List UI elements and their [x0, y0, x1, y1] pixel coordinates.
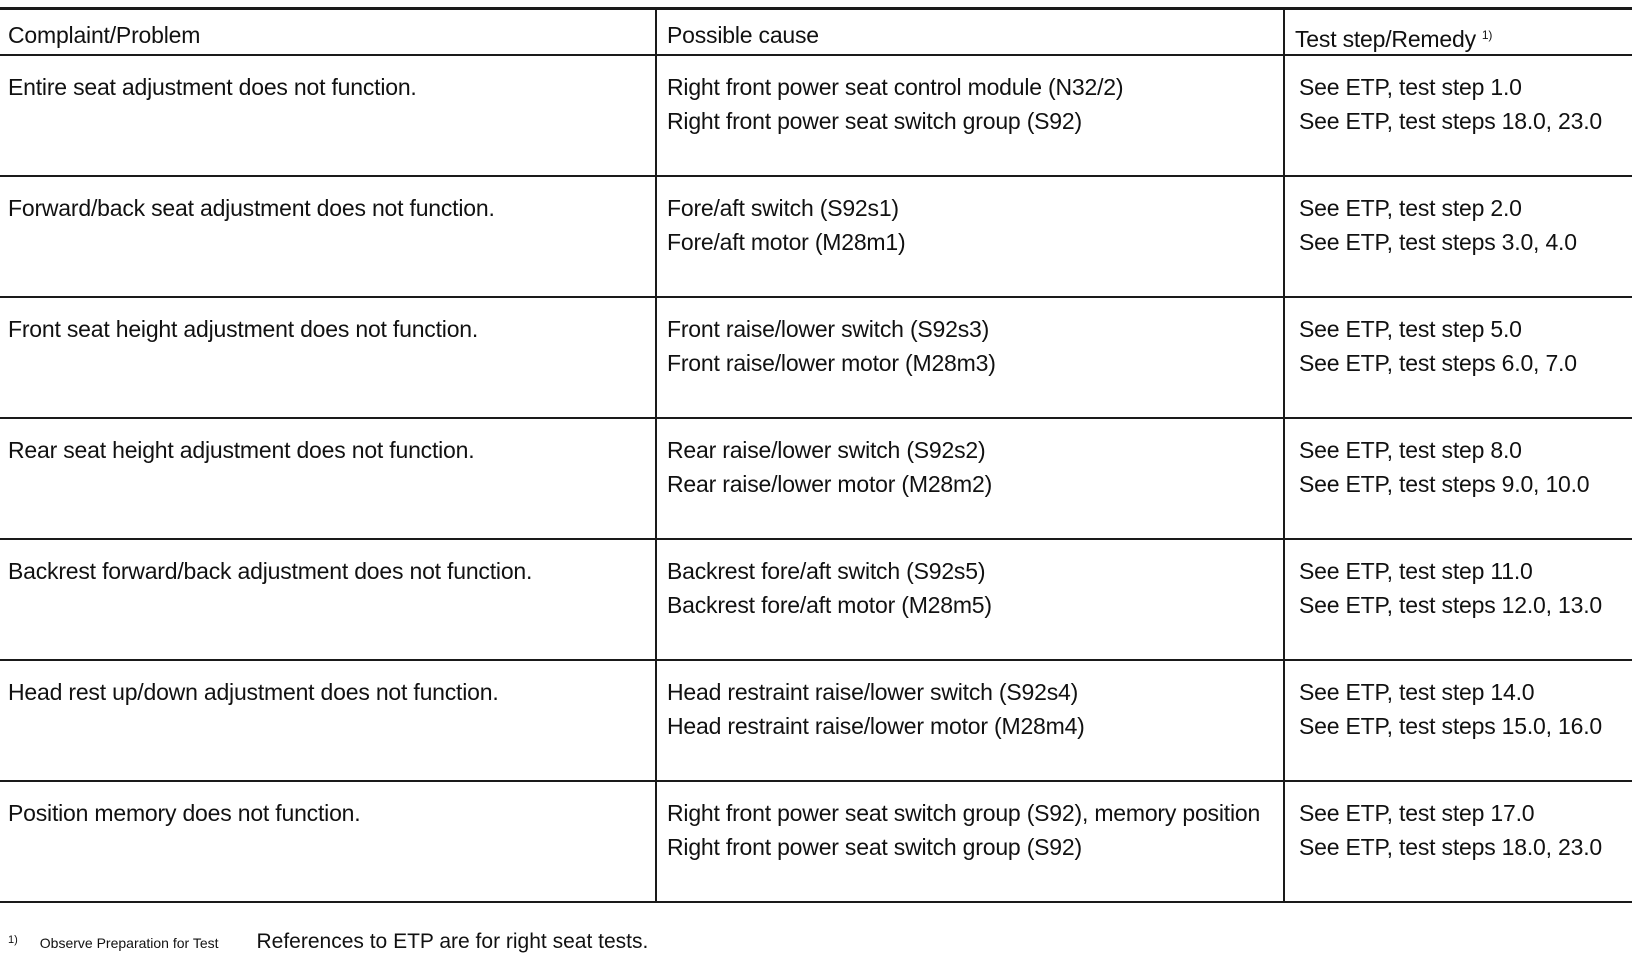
complaint-text: Backrest forward/back adjustment does not function.: [8, 558, 533, 584]
cause-cell: [656, 176, 1284, 297]
complaint-cell: [0, 418, 656, 539]
remedy-text: See ETP, test steps 12.0, 13.0: [1299, 592, 1602, 618]
diagnosis-table: [0, 7, 1632, 903]
cause-text: Fore/aft motor (M28m1): [667, 229, 906, 255]
remedy-text: See ETP, test step 1.0: [1299, 74, 1522, 100]
remedy-cell: [1284, 418, 1632, 539]
table-row: [0, 297, 1632, 418]
remedy-cell: [1284, 176, 1632, 297]
remedy-cell: [1284, 55, 1632, 176]
remedy-text: See ETP, test steps 6.0, 7.0: [1299, 350, 1577, 376]
remedy-cell: [1284, 297, 1632, 418]
table-row: [0, 781, 1632, 902]
footnote-mark: 1): [8, 934, 18, 946]
cause-cell: [656, 660, 1284, 781]
remedy-text: See ETP, test steps 18.0, 23.0: [1299, 834, 1602, 860]
cause-text: Backrest fore/aft motor (M28m5): [667, 592, 992, 618]
footnote-references: References to ETP are for right seat tests.: [256, 930, 649, 953]
cause-cell: [656, 297, 1284, 418]
complaint-text: Position memory does not function.: [8, 800, 361, 826]
header-complaint: Complaint/Problem: [0, 9, 656, 56]
complaint-cell: [0, 781, 656, 902]
cause-text: Head restraint raise/lower switch (S92s4): [667, 679, 1079, 705]
cause-cell: [656, 539, 1284, 660]
complaint-text: Front seat height adjustment does not function.: [8, 316, 479, 342]
footnote: [8, 930, 648, 954]
remedy-text: See ETP, test steps 3.0, 4.0: [1299, 229, 1577, 255]
cause-cell: [656, 781, 1284, 902]
cause-text: Right front power seat switch group (S92): [667, 108, 1082, 134]
table-row: [0, 418, 1632, 539]
remedy-text: See ETP, test steps 9.0, 10.0: [1299, 471, 1590, 497]
complaint-cell: [0, 539, 656, 660]
remedy-cell: [1284, 781, 1632, 902]
remedy-text: See ETP, test step 5.0: [1299, 316, 1522, 342]
complaint-text: Rear seat height adjustment does not function.: [8, 437, 475, 463]
complaint-cell: [0, 176, 656, 297]
complaint-cell: [0, 660, 656, 781]
complaint-text: Forward/back seat adjustment does not function.: [8, 195, 495, 221]
remedy-text: See ETP, test step 2.0: [1299, 195, 1522, 221]
table-row: [0, 660, 1632, 781]
cause-cell: [656, 418, 1284, 539]
cause-text: Right front power seat switch group (S92): [667, 834, 1082, 860]
cause-text: Backrest fore/aft switch (S92s5): [667, 558, 986, 584]
remedy-cell: [1284, 660, 1632, 781]
cause-text: Rear raise/lower switch (S92s2): [667, 437, 986, 463]
table-row: [0, 539, 1632, 660]
footnote-mark: 1): [1481, 28, 1493, 42]
complaint-cell: [0, 55, 656, 176]
cause-text: Front raise/lower switch (S92s3): [667, 316, 990, 342]
complaint-text: Head rest up/down adjustment does not function.: [8, 679, 499, 705]
remedy-text: See ETP, test steps 15.0, 16.0: [1299, 713, 1602, 739]
footnote-preparation: Observe Preparation for Test: [39, 935, 219, 951]
cause-text: Head restraint raise/lower motor (M28m4): [667, 713, 1085, 739]
complaint-cell: [0, 297, 656, 418]
table-row: [0, 176, 1632, 297]
complaint-text: Entire seat adjustment does not function.: [8, 74, 417, 100]
remedy-text: See ETP, test step 8.0: [1299, 437, 1522, 463]
remedy-text: See ETP, test step 17.0: [1299, 800, 1535, 826]
header-cause: Possible cause: [656, 9, 1284, 56]
cause-text: Front raise/lower motor (M28m3): [667, 350, 996, 376]
cause-text: Fore/aft switch (S92s1): [667, 195, 899, 221]
table-row: [0, 55, 1632, 176]
header-remedy: Test step/Remedy $^{1)}$: [1284, 9, 1632, 56]
table-header-row: [0, 9, 1632, 56]
cause-text: Right front power seat switch group (S92), memory position: [667, 800, 1261, 826]
remedy-text: See ETP, test step 14.0: [1299, 679, 1535, 705]
cause-cell: [656, 55, 1284, 176]
cause-text: Rear raise/lower motor (M28m2): [667, 471, 993, 497]
cause-text: Right front power seat control module (N32/2): [667, 74, 1124, 100]
table-body: [0, 55, 1632, 902]
remedy-text: See ETP, test steps 18.0, 23.0: [1299, 108, 1602, 134]
remedy-text: See ETP, test step 11.0: [1299, 558, 1533, 584]
remedy-cell: [1284, 539, 1632, 660]
